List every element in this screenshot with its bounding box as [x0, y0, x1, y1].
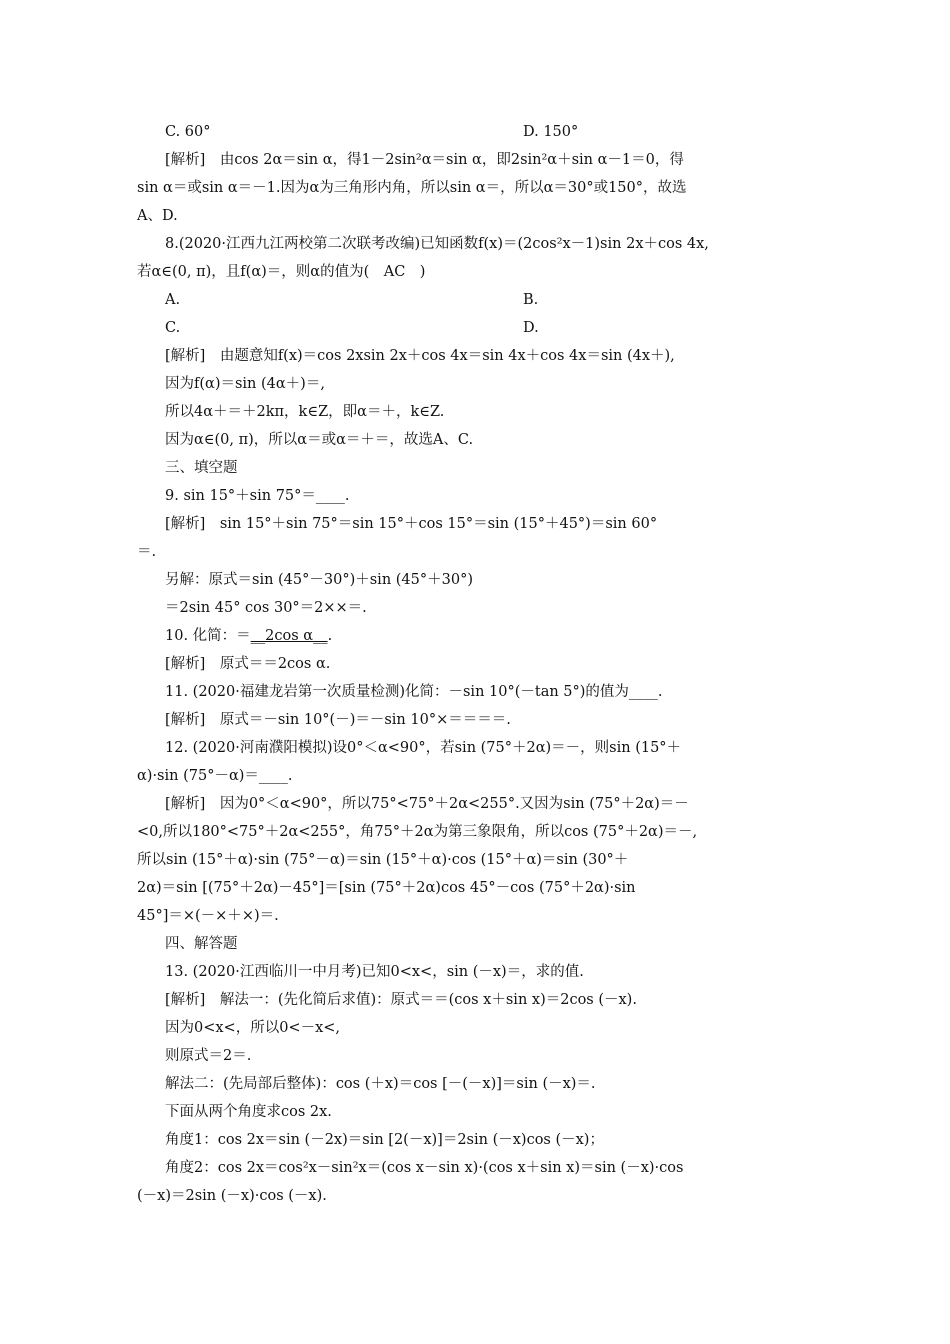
- text-line: [解析] 由cos 2α＝sin α，得1－2sin²α＝sin α，即2sin²α＋sin α－1＝0，得: [165, 152, 684, 168]
- line-part-pre: 10. 化简：＝: [165, 628, 251, 644]
- text-line: A、D.: [137, 208, 178, 224]
- text-line: 因为f(α)＝sin (4α＋)＝,: [165, 376, 325, 392]
- text-line: [解析] 原式＝－sin 10°(－)＝－sin 10°×＝＝＝＝.: [165, 712, 511, 728]
- text-line: (－x)＝2sin (－x)·cos (－x).: [137, 1188, 327, 1204]
- text-line: [解析] 因为0°＜α<90°，所以75°<75°＋2α<255°.又因为sin (75°＋2α)＝－: [165, 796, 689, 812]
- text-line: [解析] 解法一：(先化简后求值)：原式＝＝(cos x＋sin x)＝2cos (－x).: [165, 992, 637, 1008]
- option-left: C. 60°: [165, 124, 211, 140]
- text-line: 因为0<x<，所以0<－x<,: [165, 1020, 341, 1036]
- line-part-under: __2cos α__: [250, 628, 328, 644]
- text-line: 13. (2020·江西临川一中月考)已知0<x<，sin (－x)＝，求的值.: [165, 964, 584, 980]
- text-line: 角度2：cos 2x＝cos²x－sin²x＝(cos x－sin x)·(cos x＋sin x)＝sin (－x)·cos: [165, 1160, 684, 1176]
- text-line: 若α∈(0, π)，且f(α)＝，则α的值为( AC ): [137, 264, 426, 280]
- text-line: 所以sin (15°＋α)·sin (75°－α)＝sin (15°＋α)·cos (15°＋α)＝sin (30°＋: [137, 852, 629, 868]
- option-left: A.: [165, 292, 181, 308]
- text-line: <0,所以180°<75°＋2α<255°，角75°＋2α为第三象限角，所以cos (75°＋2α)＝－,: [137, 824, 698, 840]
- text-line: [165, 318, 815, 338]
- text-line: 8.(2020·江西九江两校第二次联考改编)已知函数f(x)＝(2cos²x－1)sin 2x＋cos 4x,: [165, 236, 709, 252]
- text-line: [165, 290, 815, 310]
- text-line: [165, 626, 815, 646]
- text-line: sin α＝或sin α＝－1.因为α为三角形内角，所以sin α＝，所以α＝30°或150°，故选: [137, 180, 687, 196]
- text-line: [解析] sin 15°＋sin 75°＝sin 15°＋cos 15°＝sin (15°＋45°)＝sin 60°: [165, 516, 658, 532]
- text-line: 所以4α＋＝＋2kπ，k∈Z，即α＝＋，k∈Z.: [165, 404, 445, 420]
- text-line: 因为α∈(0, π)，所以α＝或α＝＋＝，故选A、C.: [165, 432, 474, 448]
- option-left: C.: [165, 320, 181, 336]
- text-line: 三、填空题: [165, 460, 238, 476]
- text-line: [解析] 由题意知f(x)＝cos 2xsin 2x＋cos 4x＝sin 4x＋cos 4x＝sin (4x＋),: [165, 348, 675, 364]
- text-line: 另解：原式＝sin (45°－30°)＋sin (45°＋30°): [165, 572, 473, 588]
- text-line: ＝2sin 45° cos 30°＝2××＝.: [165, 600, 367, 616]
- text-line: 12. (2020·河南濮阳模拟)设0°＜α<90°，若sin (75°＋2α)＝－，则sin (15°＋: [165, 740, 682, 756]
- text-line: 45°]＝×(－×＋×)＝.: [137, 908, 279, 924]
- text-line: 9. sin 15°＋sin 75°＝____.: [165, 488, 350, 504]
- option-right: B.: [523, 292, 539, 308]
- text-line: 11. (2020·福建龙岩第一次质量检测)化简：－sin 10°(－tan 5°)的值为____.: [165, 684, 663, 700]
- text-line: 2α)＝sin [(75°＋2α)－45°]＝[sin (75°＋2α)cos 45°－cos (75°＋2α)·sin: [137, 880, 636, 896]
- text-line: 解法二：(先局部后整体)：cos (＋x)＝cos [－(－x)]＝sin (－x)＝.: [165, 1076, 596, 1092]
- option-right: D. 150°: [523, 124, 579, 140]
- text-line: ＝.: [137, 544, 157, 560]
- option-right: D.: [523, 320, 539, 336]
- text-line: [165, 122, 815, 142]
- line-part-post: .: [327, 628, 333, 644]
- text-line: α)·sin (75°－α)＝____.: [137, 768, 293, 784]
- text-line: [解析] 原式＝＝2cos α.: [165, 656, 331, 672]
- text-line: 下面从两个角度求cos 2x.: [165, 1104, 332, 1120]
- text-line: 角度1：cos 2x＝sin (－2x)＝sin [2(－x)]＝2sin (－x)cos (－x)；: [165, 1132, 604, 1148]
- text-line: 则原式＝2＝.: [165, 1048, 252, 1064]
- text-line: 四、解答题: [165, 936, 238, 952]
